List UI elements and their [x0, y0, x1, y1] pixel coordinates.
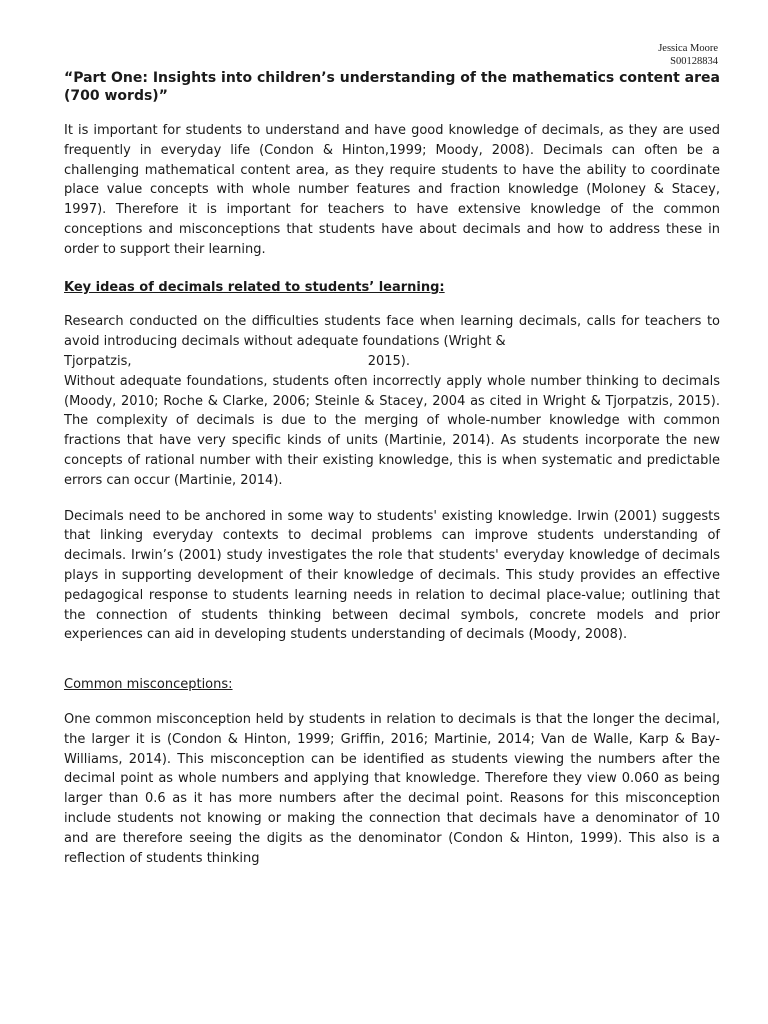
split-line-right: 2015).: [367, 353, 410, 369]
author-name: Jessica Moore: [658, 43, 718, 54]
document-body: [64, 69, 720, 868]
section1-paragraph1-lead: Research conducted on the difficulties students face when learning decimals, calls for teachers to avoid introducing decimals without adequate foundations (Wright &: [64, 314, 720, 350]
document-title: “Part One: Insights into children’s understanding of the mathematics content area (700 words)”: [64, 70, 720, 104]
author-header: [658, 42, 718, 68]
student-id: S00128834: [670, 56, 718, 67]
section1-paragraph1-split-line: [64, 352, 720, 372]
section-heading-misconceptions: Common misconceptions:: [64, 677, 233, 693]
intro-paragraph: It is important for students to understand and have good knowledge of decimals, as they are used frequently in everyday life (Condon & Hinton,1999; Moody, 2008). Decimals can often be a challenging mathematical content area, as they require students to have the ability to coordinate place value concepts with whole number features and fraction knowledge (Moloney & Stacey, 1997). Therefore it is important for teachers to have extensive knowledge of the common conceptions and misconceptions that students have about decimals and how to address these in order to support their learning.: [64, 123, 720, 257]
section2-paragraph1: One common misconception held by students in relation to decimals is that the longer the decimal, the larger it is (Condon & Hinton, 1999; Griffin, 2016; Martinie, 2014; Van de Walle, Karp & Bay-Williams, 2014). This misconception can be identified as students viewing the numbers after the decimal point as whole numbers and applying that knowledge. Therefore they view 0.060 as being larger than 0.6 as it has more numbers after the decimal point. Reasons for this misconception include students not knowing or making the connection that decimals have a denominator of 10 and are therefore seeing the digits as the denominator (Condon & Hinton, 1999). This also is a reflection of students thinking: [64, 711, 720, 866]
split-line-left: Tjorpatzis,: [64, 353, 132, 369]
section1-paragraph1-rest: Without adequate foundations, students often incorrectly apply whole number thinking to decimals (Moody, 2010; Roche & Clarke, 2006; Steinle & Stacey, 2004 as cited in Wright & Tjorpatzis, 2015). The complexity of decimals is due to the merging of whole-number knowledge with common fractions that have very specific kinds of units (Martinie, 2014). As students incorporate the new concepts of rational number with their existing knowledge, this is when systematic and predictable errors can occur (Martinie, 2014).: [64, 373, 720, 488]
section1-paragraph2: Decimals need to be anchored in some way to students' existing knowledge. Irwin (2001) suggests that linking everyday contexts to decimal problems can improve students understanding of decimals. Irwin’s (2001) study investigates the role that students' everyday knowledge of decimals plays in supporting development of their knowledge of decimals. This study provides an effective pedagogical response to students learning needs in relation to decimal place-value; outlining that the connection of students thinking between decimal symbols, concrete models and prior experiences can aid in developing students understanding of decimals (Moody, 2008).: [64, 508, 720, 643]
section-heading-key-ideas: Key ideas of decimals related to students’ learning:: [64, 279, 445, 295]
